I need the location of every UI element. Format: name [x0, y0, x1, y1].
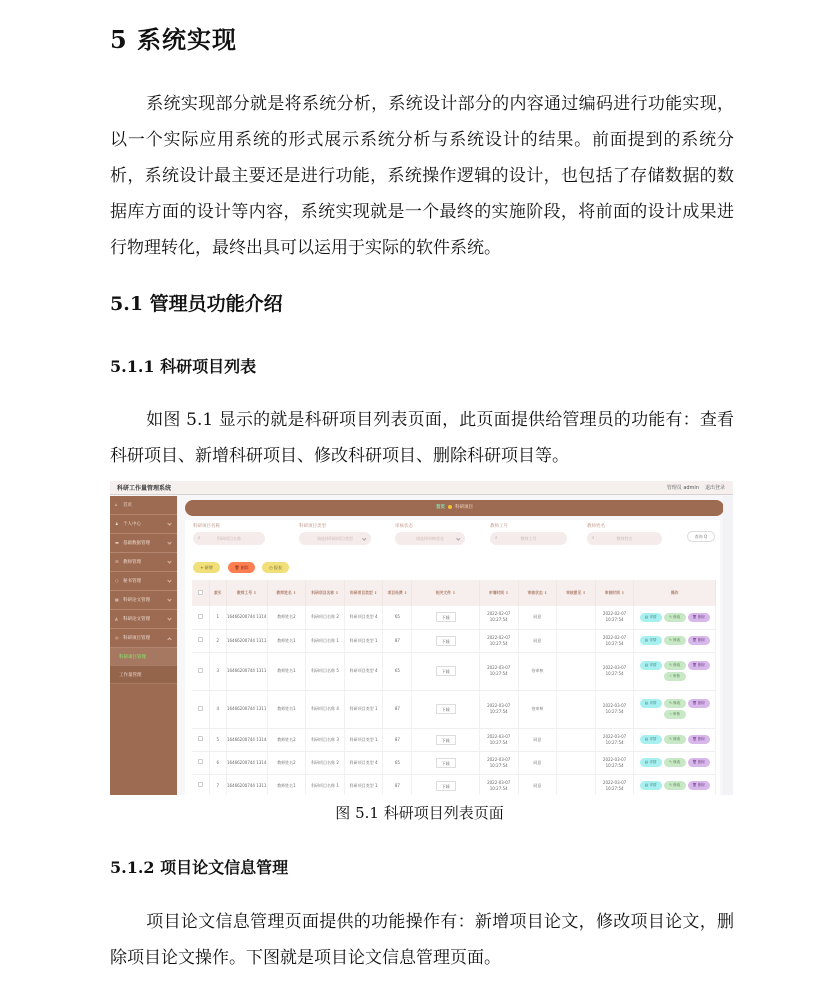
sidebar-item-home[interactable]: [110, 496, 177, 515]
audit-time: 2022-02-07 10:27:54: [595, 606, 634, 629]
audit-status: 同意: [518, 774, 557, 795]
table-row: [192, 690, 716, 728]
row-checkbox[interactable]: [192, 652, 209, 690]
edit-button[interactable]: ✎ 修改: [664, 699, 686, 708]
audit-status: 待审核: [518, 690, 557, 728]
project-name: 科研项目名称 1: [306, 629, 345, 652]
project-name: 科研项目名称 1: [306, 774, 345, 795]
chevron-down-icon: [167, 521, 171, 525]
row-index: 7: [209, 774, 226, 795]
row-index: 2: [209, 629, 226, 652]
sidebar-item-projects[interactable]: [110, 629, 177, 648]
column-header-project-type[interactable]: 科研项目类型 ⇕: [344, 580, 383, 606]
table-row: [192, 652, 716, 690]
project-name-input[interactable]: ⌕ 科研项目名称: [193, 532, 265, 545]
status-select[interactable]: 请选择审核状态: [395, 532, 465, 545]
audit-button[interactable]: ☝ 审核: [664, 710, 686, 719]
audit-opinion: [557, 690, 596, 728]
download-button[interactable]: 下载: [436, 704, 456, 714]
download-button[interactable]: 下载: [436, 612, 456, 622]
column-header-funds[interactable]: 项目经费 ⇕: [383, 580, 412, 606]
list-icon: ☰: [115, 559, 119, 564]
teacher-name: 教师姓名2: [267, 751, 306, 774]
breadcrumb-current: 科研项目: [455, 505, 473, 510]
search-icon: ⌕: [495, 536, 498, 541]
project-funds: 65: [383, 606, 412, 629]
row-checkbox[interactable]: [192, 629, 209, 652]
download-button[interactable]: 下载: [436, 758, 456, 768]
project-type: 科研项目类型 4: [344, 606, 383, 629]
audit-time: 2022-03-07 10:27:54: [595, 751, 634, 774]
section-5-1-2-paragraph: [110, 904, 734, 976]
row-index: 6: [209, 751, 226, 774]
project-type: 科研项目类型 1: [344, 690, 383, 728]
apply-time: 2022-03-07 10:27:54: [479, 690, 518, 728]
project-type: 科研项目类型 1: [344, 774, 383, 795]
teacher-name: 教师姓名2: [267, 606, 306, 629]
audit-status: 待审核: [518, 652, 557, 690]
teacher-name-input[interactable]: ⌕ 教师姓名: [587, 532, 662, 545]
audit-opinion: [557, 751, 596, 774]
add-button[interactable]: + 新增: [193, 562, 220, 573]
breadcrumb-separator-icon: [448, 505, 452, 509]
column-header-actions: 操作: [634, 580, 716, 606]
app-topbar: [110, 481, 733, 495]
row-checkbox[interactable]: [192, 751, 209, 774]
download-button[interactable]: 下载: [436, 666, 456, 676]
chevron-up-icon: [167, 637, 171, 641]
row-actions: [634, 629, 716, 652]
page-scrollbar[interactable]: [723, 496, 733, 795]
filter-label-teacher-no: 教师工号: [490, 524, 508, 529]
detail-button[interactable]: ▤ 详情: [640, 735, 662, 744]
filter-label-project-name: 科研项目名称: [193, 524, 220, 529]
chart-icon: ◭: [115, 616, 119, 621]
edit-button[interactable]: ✎ 修改: [664, 613, 686, 622]
column-header-teacher-no[interactable]: 教师工号 ⇕: [226, 580, 267, 606]
audit-status: 同意: [518, 751, 557, 774]
teacher-no: 16466200744 1311: [226, 690, 267, 728]
section-5-1-2-heading: 5.1.2 项目论文信息管理: [110, 858, 289, 877]
intro-paragraph-text: 系统实现部分就是将系统分析，系统设计部分的内容通过编码进行功能实现，以一个实际应用系统的形式展示系统分析与系统设计的结果。前面提到的系统分析，系统设计最主要还是进行功能，系统操作逻辑的设计，也包括了存储数据的数据库方面的设计等内容，系统实现就是一个最终的实施阶段，将前面的设计成果进行物理转化，最终出具可以运用于实际的软件系统。: [110, 94, 734, 258]
edit-button[interactable]: ✎ 修改: [664, 758, 686, 767]
home-icon: ⌂: [115, 502, 118, 507]
project-funds: 87: [383, 690, 412, 728]
column-header-status[interactable]: 审核状态 ⇕: [518, 580, 557, 606]
row-delete-button[interactable]: 🗑 删除: [688, 735, 710, 744]
table-row: [192, 774, 716, 795]
row-delete-button[interactable]: 🗑 删除: [688, 636, 710, 645]
project-funds: 87: [383, 629, 412, 652]
apply-time: 2022-03-07 10:27:54: [479, 774, 518, 795]
sidebar-item-label: 基础数据管理: [123, 541, 150, 546]
project-funds: 65: [383, 652, 412, 690]
sidebar-item-secretaries[interactable]: [110, 572, 177, 591]
filter-label-project-type: 科研项目类型: [299, 524, 326, 529]
search-icon: ⌕: [592, 536, 595, 541]
project-type: 科研项目类型 1: [344, 728, 383, 751]
audit-opinion: [557, 774, 596, 795]
breadcrumb-home[interactable]: 首页: [436, 505, 445, 510]
project-type: 科研项目类型 4: [344, 652, 383, 690]
row-checkbox[interactable]: [192, 728, 209, 751]
row-delete-button[interactable]: 🗑 删除: [688, 661, 710, 670]
project-name: 科研项目名称 4: [306, 690, 345, 728]
column-header-teacher-name[interactable]: 教师姓名 ⇕: [267, 580, 306, 606]
edit-button[interactable]: ✎ 修改: [664, 661, 686, 670]
report-button[interactable]: ◷ 报表: [262, 562, 289, 573]
row-checkbox[interactable]: [192, 774, 209, 795]
column-header-files[interactable]: 相关文件 ⇕: [412, 580, 480, 606]
files-cell: [412, 652, 480, 690]
column-header-project-name[interactable]: 科研项目名称 ⇕: [306, 580, 345, 606]
project-name: 科研项目名称 5: [306, 652, 345, 690]
target-icon: ◎: [115, 635, 119, 640]
row-actions: [634, 606, 716, 629]
row-index: 1: [209, 606, 226, 629]
section-5-1-2-text: 项目论文信息管理页面提供的功能操作有：新增项目论文，修改项目论文，删除项目论文操作。下图就是项目论文信息管理页面。: [110, 912, 734, 968]
teacher-no-input[interactable]: ⌕ 教师工号: [490, 532, 567, 545]
column-header-audit-time[interactable]: 审核时间 ⇕: [595, 580, 634, 606]
sidebar-item-label: 教师管理: [123, 560, 141, 565]
current-user: 管理员 admin: [666, 485, 699, 491]
teacher-no: 16466200744 1314: [226, 751, 267, 774]
audit-time: 2022-03-07 10:27:54: [595, 774, 634, 795]
audit-status: 同意: [518, 728, 557, 751]
apply-time: 2022-02-07 10:27:54: [479, 629, 518, 652]
column-header-apply-time[interactable]: 申请时间 ⇕: [479, 580, 518, 606]
column-header-opinion[interactable]: 审核意见 ⇕: [557, 580, 596, 606]
app-title: 科研工作量管理系统: [117, 485, 172, 492]
files-cell: [412, 690, 480, 728]
chevron-down-icon: [167, 616, 171, 620]
row-checkbox[interactable]: [192, 690, 209, 728]
audit-status: 同意: [518, 629, 557, 652]
audit-opinion: [557, 652, 596, 690]
select-all-checkbox[interactable]: [192, 580, 209, 606]
row-index: 5: [209, 728, 226, 751]
grid-icon: ▦: [115, 597, 119, 602]
circle-icon: ○: [115, 578, 119, 583]
teacher-name: 教师姓名2: [267, 728, 306, 751]
content-panel: [185, 520, 720, 795]
sidebar-subitem-project-management[interactable]: 科研项目管理: [110, 648, 177, 666]
logout-link[interactable]: 退出登录: [704, 485, 725, 491]
search-icon: ⌕: [198, 536, 201, 541]
table-row: [192, 751, 716, 774]
sidebar: [110, 496, 177, 795]
files-cell: [412, 774, 480, 795]
table-row: [192, 606, 716, 629]
query-button[interactable]: 查询 Q: [687, 531, 715, 542]
teacher-name: 教师姓名1: [267, 690, 306, 728]
download-button[interactable]: 下载: [436, 735, 456, 745]
audit-status: 同意: [518, 606, 557, 629]
files-cell: [412, 606, 480, 629]
sidebar-item-papers[interactable]: [110, 591, 177, 610]
project-type: 科研项目类型 4: [344, 751, 383, 774]
section-5-1-heading: 5.1 管理员功能介绍: [110, 293, 283, 315]
sidebar-item-label: 秘书管理: [123, 579, 141, 584]
files-cell: [412, 728, 480, 751]
sidebar-item-label: 个人中心: [123, 522, 141, 527]
row-actions: [634, 690, 716, 728]
section-5-1-1-heading: 5.1.1 科研项目列表: [110, 357, 257, 376]
teacher-no: 16466200744 1311: [226, 652, 267, 690]
project-name: 科研项目名称 2: [306, 751, 345, 774]
sidebar-item-base-data[interactable]: [110, 534, 177, 553]
sidebar-item-label: 科研论文管理: [123, 617, 150, 622]
detail-button[interactable]: ▤ 详情: [640, 661, 662, 670]
detail-button[interactable]: ▤ 详情: [640, 636, 662, 645]
section-5-1-1-paragraph: [110, 402, 734, 474]
project-type-select[interactable]: 请选择科研项目类型: [299, 532, 371, 545]
chapter-title: 5 系统实现: [110, 25, 238, 54]
filter-label-teacher-name: 教师姓名: [587, 524, 605, 529]
teacher-name: 教师姓名1: [267, 629, 306, 652]
table-row: [192, 728, 716, 751]
teacher-no: 16466200744 1311: [226, 774, 267, 795]
breadcrumb: [185, 500, 724, 516]
audit-opinion: [557, 606, 596, 629]
filter-label-status: 审核状态: [395, 524, 413, 529]
chevron-down-icon: [167, 540, 171, 544]
sidebar-item-label: 科研项目管理: [123, 636, 150, 641]
delete-button[interactable]: 🗑 删除: [228, 562, 255, 573]
audit-button[interactable]: ☝ 审核: [664, 672, 686, 681]
sidebar-item-teachers[interactable]: [110, 553, 177, 572]
section-5-1-1-text: 如图 5.1 显示的就是科研项目列表页面，此页面提供给管理员的功能有：查看科研项目、新增科研项目、修改科研项目、删除科研项目等。: [110, 410, 734, 466]
row-delete-button[interactable]: 🗑 删除: [688, 613, 710, 622]
files-cell: [412, 751, 480, 774]
detail-button[interactable]: ▤ 详情: [640, 699, 662, 708]
project-table: [192, 580, 716, 795]
row-delete-button[interactable]: 🗑 删除: [688, 699, 710, 708]
files-cell: [412, 629, 480, 652]
row-actions: [634, 728, 716, 751]
download-button[interactable]: 下载: [436, 636, 456, 646]
apply-time: 2022-03-07 10:27:54: [479, 751, 518, 774]
edit-button[interactable]: ✎ 修改: [664, 781, 686, 790]
apply-time: 2022-02-07 10:27:54: [479, 606, 518, 629]
chevron-down-icon: [167, 559, 171, 563]
audit-time: 2022-02-07 10:27:54: [595, 629, 634, 652]
project-funds: 87: [383, 728, 412, 751]
apply-time: 2022-03-07 10:27:54: [479, 728, 518, 751]
project-funds: 65: [383, 751, 412, 774]
project-name: 科研项目名称 3: [306, 728, 345, 751]
row-index: 3: [209, 652, 226, 690]
detail-button[interactable]: ▤ 详情: [640, 758, 662, 767]
row-actions: [634, 751, 716, 774]
edit-button[interactable]: ✎ 修改: [664, 636, 686, 645]
teacher-no: 16466200744 1311: [226, 629, 267, 652]
sidebar-item-papers-2[interactable]: [110, 610, 177, 629]
table-header-row: [192, 580, 716, 606]
teacher-no: 16466200744 1314: [226, 728, 267, 751]
teacher-no: 16466200744 1314: [226, 606, 267, 629]
sidebar-item-profile[interactable]: [110, 515, 177, 534]
sidebar-subitem-workload[interactable]: 工作量管理: [110, 666, 177, 684]
row-delete-button[interactable]: 🗑 删除: [688, 758, 710, 767]
detail-button[interactable]: ▤ 详情: [640, 613, 662, 622]
project-type: 科研项目类型 1: [344, 629, 383, 652]
row-index: 4: [209, 690, 226, 728]
sidebar-item-label: 科研论文管理: [123, 598, 150, 603]
figure-5-1-screenshot: [110, 481, 733, 795]
row-actions: [634, 652, 716, 690]
intro-paragraph: [110, 86, 734, 266]
row-checkbox[interactable]: [192, 606, 209, 629]
main-content: [179, 496, 733, 795]
project-funds: 87: [383, 774, 412, 795]
chevron-down-icon: [167, 597, 171, 601]
teacher-name: 教师姓名1: [267, 774, 306, 795]
sidebar-item-label: 首页: [123, 503, 132, 508]
user-icon: ♟: [115, 521, 119, 526]
figure-caption: 图 5.1 科研项目列表页面: [335, 804, 504, 822]
apply-time: 2022-03-07 10:27:54: [479, 652, 518, 690]
data-icon: ▬: [115, 540, 119, 545]
audit-opinion: [557, 629, 596, 652]
audit-time: 2022-03-07 10:27:54: [595, 690, 634, 728]
table-row: [192, 629, 716, 652]
audit-time: 2022-03-07 10:27:54: [595, 728, 634, 751]
edit-button[interactable]: ✎ 修改: [664, 735, 686, 744]
column-header-index: 索引: [209, 580, 226, 606]
audit-opinion: [557, 728, 596, 751]
download-button[interactable]: 下载: [436, 781, 456, 791]
row-delete-button[interactable]: 🗑 删除: [688, 781, 710, 790]
row-actions: [634, 774, 716, 795]
chevron-down-icon: [167, 578, 171, 582]
teacher-name: 教师姓名1: [267, 652, 306, 690]
detail-button[interactable]: ▤ 详情: [640, 781, 662, 790]
audit-time: 2022-03-07 10:27:54: [595, 652, 634, 690]
project-name: 科研项目名称 2: [306, 606, 345, 629]
